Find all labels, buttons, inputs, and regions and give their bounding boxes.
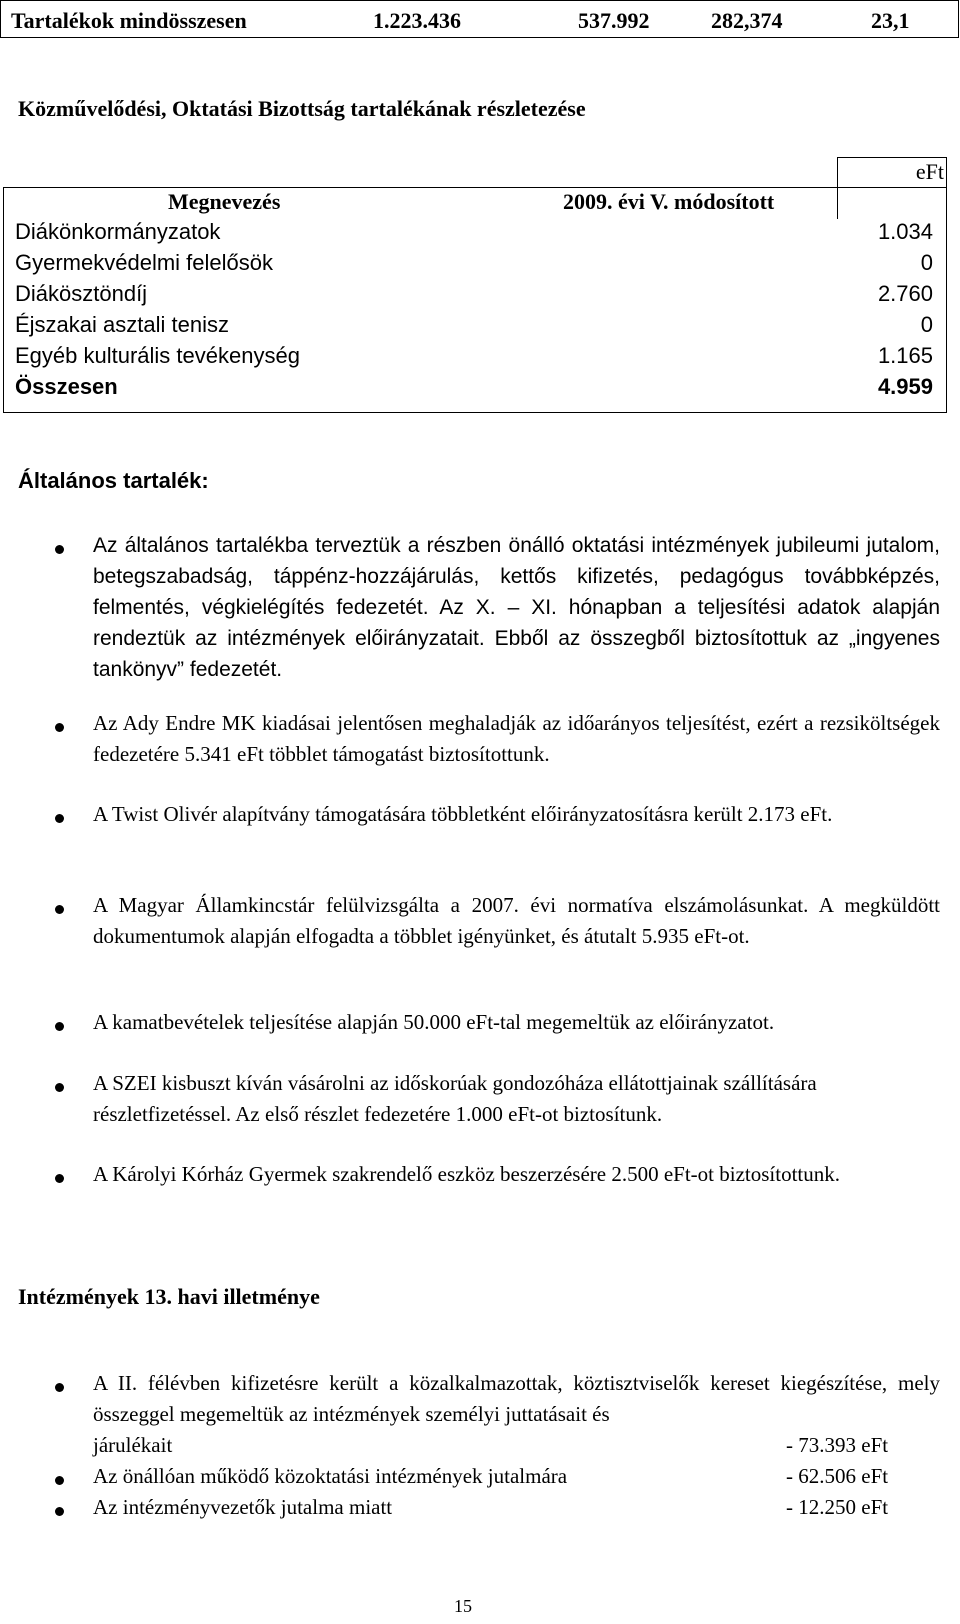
general-reserve-item: A Twist Olivér alapítvány támogatására többletként előirányzatosításra került 2.173 eFt. <box>93 802 833 826</box>
salary-item-last-line: járulékait <box>93 1433 173 1457</box>
bullet-icon <box>55 1083 64 1092</box>
total-reserves-value-2: 537.992 <box>578 8 650 33</box>
bullet-icon <box>55 1022 64 1031</box>
salary-item-row <box>93 1492 923 1523</box>
salary-title: Intézmények 13. havi illetménye <box>18 1284 320 1309</box>
salary-item-text: A II. félévben kifizetésre került a közalkalmazottak, köztisztviselők kereset kiegészítése, mely összeggel megemeltük az intézmények személyi juttatásait és <box>93 1371 940 1426</box>
total-reserves-value-3: 282,374 <box>711 8 783 33</box>
row-name: Diákönkormányzatok <box>15 219 221 244</box>
bullet-icon <box>55 1174 64 1183</box>
committee-table <box>3 157 947 413</box>
unit-label: eFt <box>915 159 944 184</box>
bullet-icon <box>55 814 64 823</box>
bullet-icon <box>55 1476 64 1485</box>
row-value: 0 <box>920 312 933 337</box>
general-reserve-item: Az általános tartalékba terveztük a részben önálló oktatási intézmények jubileumi jutalom, betegszabadság, táppénz-hozzájárulás, kettős kifizetés, pedagógus továbbképzés, felmentés, végkielégítés fedezetét. Az X. – XI. hónapban a teljesítési adatok alapján rendeztük az intézmények előirányzatait. Ebből az összegből biztosítottuk az „ingyenes tankönyv” fedezetét. <box>93 534 940 681</box>
bullet-icon <box>55 905 64 914</box>
general-reserve-item: Az Ady Endre MK kiadásai jelentősen meghaladják az időarányos teljesítést, ezért a rezsiköltségek fedezetére 5.341 eFt többlet támogatást biztosítottunk. <box>93 711 940 766</box>
row-value: 1.165 <box>877 343 933 368</box>
header-value: 2009. évi V. módosított <box>563 189 775 214</box>
row-value: 0 <box>920 250 933 275</box>
bullet-icon <box>55 545 64 554</box>
salary-item-row <box>93 1430 923 1461</box>
total-reserves-label: Tartalékok mindösszesen <box>11 8 247 33</box>
bullet-icon <box>55 1383 64 1392</box>
row-name: Éjszakai asztali tenisz <box>15 312 229 337</box>
salary-item-text: Az intézményvezetők jutalma miatt <box>93 1495 393 1519</box>
general-reserve-item: A Károlyi Kórház Gyermek szakrendelő eszköz beszerzésére 2.500 eFt-ot biztosítottunk. <box>93 1162 840 1186</box>
salary-item-text: Az önállóan működő közoktatási intézmények jutalmára <box>93 1464 568 1488</box>
row-value: 2.760 <box>877 281 933 306</box>
general-reserve-title: Általános tartalék: <box>18 468 209 493</box>
bullet-icon <box>55 1507 64 1516</box>
salary-item-amount: - 73.393 eFt <box>786 1433 889 1457</box>
general-reserve-item: A SZEI kisbuszt kíván vásárolni az időskorúak gondozóháza ellátottjainak szállítására részletfizetéssel. Az első részlet fedezetére 1.000 eFt-ot biztosítunk. <box>93 1071 817 1126</box>
general-reserve-item: A Magyar Államkincstár felülvizsgálta a 2007. évi normatíva elszámolásunkat. A megküldött dokumentumok alapján elfogadta a többlet igényünket, és átutalt 5.935 eFt-ot. <box>93 893 940 948</box>
unit-divider <box>837 187 838 219</box>
row-name: Diákösztöndíj <box>15 281 148 306</box>
total-reserves-row <box>0 0 959 38</box>
row-value: 1.034 <box>877 219 933 244</box>
total-reserves-value-1: 1.223.436 <box>373 8 461 33</box>
committee-title: Közművelődési, Oktatási Bizottság tartalékának részletezése <box>18 96 586 121</box>
salary-item-amount: - 62.506 eFt <box>786 1464 889 1488</box>
salary-item-amount: - 12.250 eFt <box>786 1495 889 1519</box>
general-reserve-item: A kamatbevételek teljesítése alapján 50.000 eFt-tal megemeltük az előirányzatot. <box>93 1010 775 1034</box>
salary-item-row <box>93 1461 923 1492</box>
bullet-icon <box>55 723 64 732</box>
total-name: Összesen <box>15 374 118 399</box>
page-number: 15 <box>454 1596 472 1616</box>
total-reserves-value-4: 23,1 <box>871 8 910 33</box>
total-value: 4.959 <box>877 374 933 399</box>
header-name: Megnevezés <box>168 189 281 214</box>
row-name: Gyermekvédelmi felelősök <box>15 250 273 275</box>
row-name: Egyéb kulturális tevékenység <box>15 343 300 368</box>
